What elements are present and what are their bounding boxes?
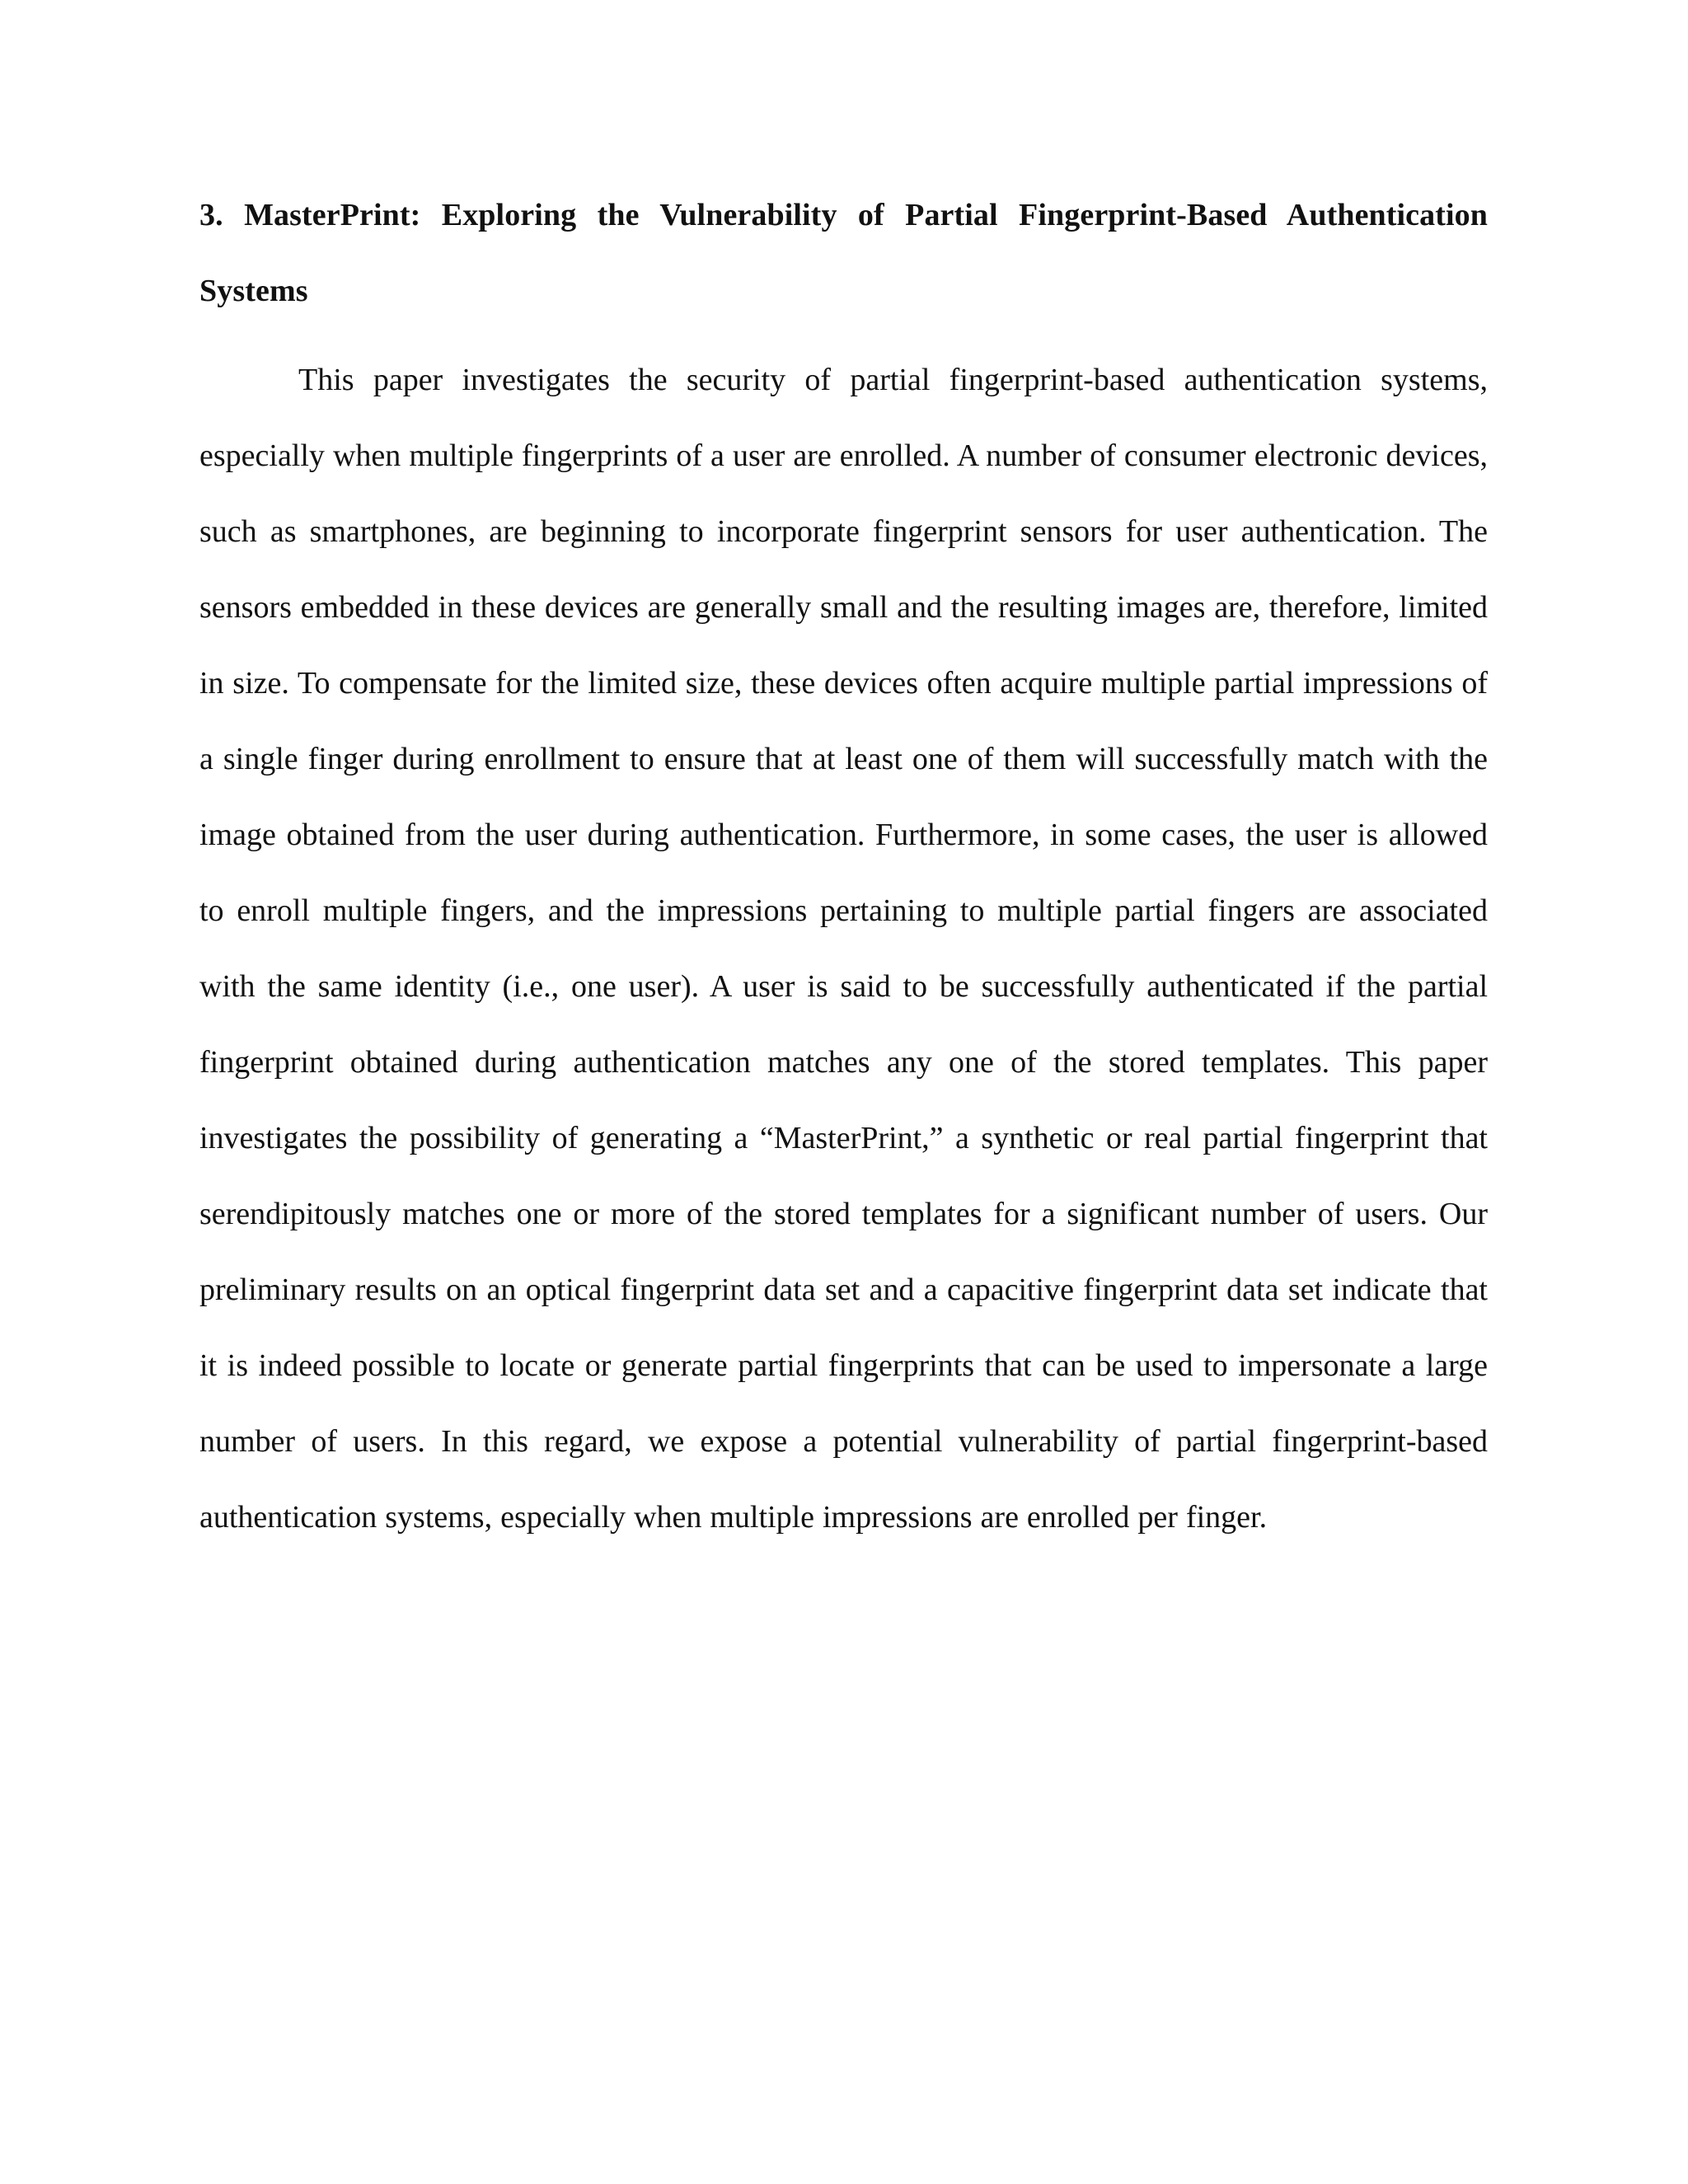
page-content <box>199 177 1488 1555</box>
abstract-paragraph: This paper investigates the security of partial fingerprint-based authentication systems, especially when multiple fingerprints of a user are enrolled. A number of consumer electronic devices, such as smartphones, are beginning to incorporate fingerprint sensors for user authentication. The sensors embedded in these devices are generally small and the resulting images are, therefore, limited in size. To compensate for the limited size, these devices often acquire multiple partial impressions of a single finger during enrollment to ensure that at least one of them will successfully match with the image obtained from the user during authentication. Furthermore, in some cases, the user is allowed to enroll multiple fingers, and the impressions pertaining to multiple partial fingers are associated with the same identity (i.e., one user). A user is said to be successfully authenticated if the partial fingerprint obtained during authentication matches any one of the stored templates. This paper investigates the possibility of generating a “MasterPrint,” a synthetic or real partial fingerprint that serendipitously matches one or more of the stored templates for a significant number of users. Our preliminary results on an optical fingerprint data set and a capacitive fingerprint data set indicate that it is indeed possible to locate or generate partial fingerprints that can be used to impersonate a large number of users. In this regard, we expose a potential vulnerability of partial fingerprint-based authentication systems, especially when multiple impressions are enrolled per finger. <box>199 363 1488 1535</box>
section-heading: 3. MasterPrint: Exploring the Vulnerability of Partial Fingerprint-Based Authentication Systems <box>199 198 1488 308</box>
